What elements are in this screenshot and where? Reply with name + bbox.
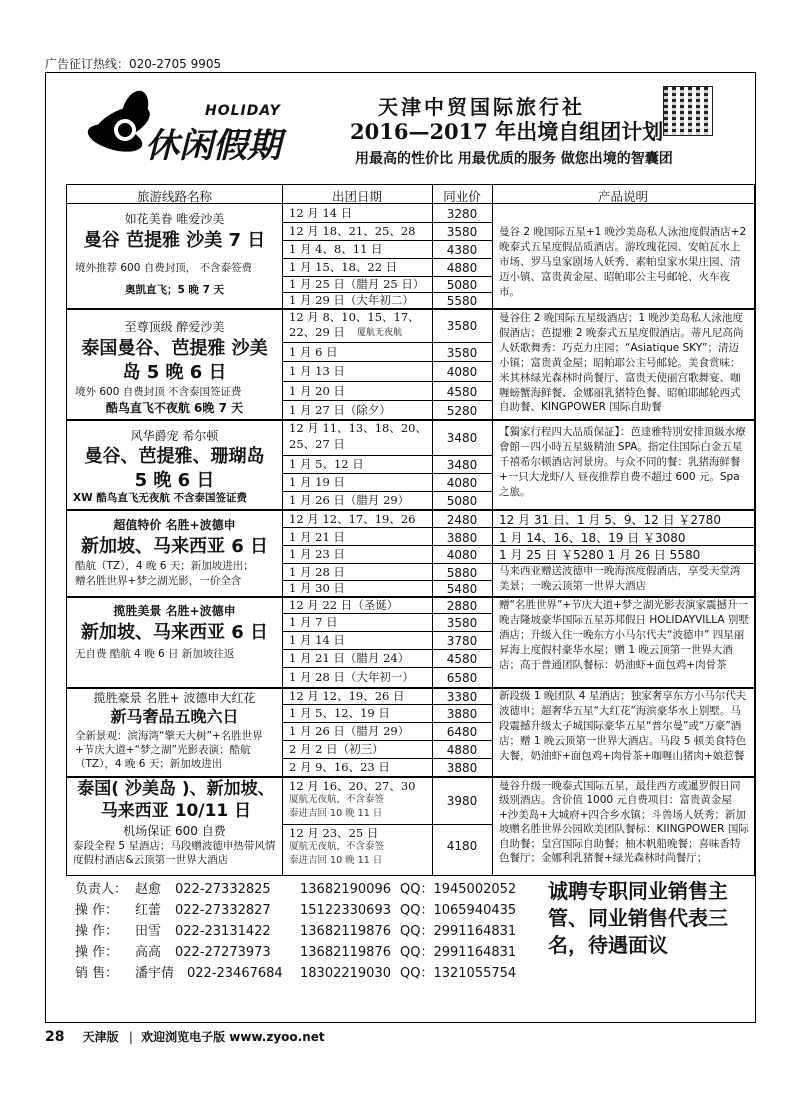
table-price: 3980 <box>446 794 478 808</box>
table-price: 5880 <box>446 566 478 580</box>
group2-subtitle: 至尊顶级 醉爱沙美 <box>124 320 225 334</box>
group5-note: 无自费 酷航 4 晚 6 日 新加坡往返 <box>75 648 235 660</box>
table-price: 6480 <box>446 725 478 739</box>
table-price: 3380 <box>446 690 478 704</box>
table-row: 1 月 30 日 <box>289 581 345 595</box>
group2-flight: 酷鸟直飞不夜航 6晚 7 天 <box>105 401 244 415</box>
table-row: 1 月 14 日 <box>289 633 345 647</box>
group1-description: 曼谷 2 晚国际五星+1 晚沙美岛私人泳池度假酒店+2 晚泰式五星度假品质酒店。游玫瑰花园、安帕瓦水上市场、罗马皇家剧场人妖秀、素帕皇家水果庄园、清迈小镇、富贵黄金屋、昭帕耶公主号邮轮、火车夜市。 <box>499 226 747 298</box>
group6-title: 新马奢品五晚六日 <box>110 707 239 726</box>
group1-title: 曼谷 芭提雅 沙美 7 日 <box>83 230 266 251</box>
plan-title: 2016—2017 年出境自组团计划 <box>350 119 664 144</box>
table-row: 1 月 15、18、22 日 <box>289 260 398 274</box>
table-row: 25、27 日 <box>289 437 345 451</box>
group7-title: 泰国( 沙美岛 )、新加坡、马来西亚 10/11 日 <box>77 779 275 822</box>
table-price: 4380 <box>446 243 478 257</box>
group4-note: 酷航（TZ），4 晚 6 天；新加坡进出； <box>75 560 254 572</box>
group4-extra-price: 1 月 14、16、18、19 日 ￥3080 <box>499 531 686 545</box>
page-number: 28 <box>45 1029 65 1045</box>
table-price: 3880 <box>446 761 478 775</box>
table-price: 3880 <box>446 531 478 545</box>
table-row: 1 月 28 日（大年初一） <box>289 670 414 684</box>
group6-description: 新段级 1 晚团队 4 星酒店；独家奢享东方小马尔代夫波德申；超奢华五星“大红花”海滨豪华水上别墅。马段震撼升级太子城国际豪华五星“普尔曼”或“万豪”酒店；赠 1 晚云顶第一世界大酒店。马段 5 顿美食特色大餐，奶油虾+面包鸡+肉骨茶+咖喱山猪肉+娘惹餐 <box>499 690 747 762</box>
brand-english: HOLIDAY <box>205 103 281 119</box>
table-row-detail: 厦航无夜航，不含泰签 <box>289 841 385 852</box>
table-row: 1 月 26 日（腊月 29） <box>289 724 410 738</box>
col-header-route: 旅游线路名称 <box>136 189 212 204</box>
table-price: 3880 <box>446 707 478 721</box>
table-price: 4180 <box>446 839 478 853</box>
group2-note: 境外 600 自费封顶 不含泰国签证费 <box>75 386 242 398</box>
group7-block <box>66 776 755 876</box>
tour-table <box>66 184 755 778</box>
table-price: 4080 <box>446 365 478 379</box>
table-price: 3780 <box>446 634 478 648</box>
page-footer: 28 天津版 | 欢迎浏览电子版 www.zyoo.net <box>45 1029 325 1045</box>
table-row: 12 月 23、25 日 <box>289 826 379 840</box>
table-row: 12 月 12、19、26 日 <box>289 689 405 703</box>
table-price: 2480 <box>446 513 478 527</box>
table-price: 2880 <box>446 599 478 613</box>
table-row: 12 月 11、13、18、20、 <box>289 421 427 435</box>
table-row: 1 月 19 日 <box>289 475 345 489</box>
list-item: 操 作： 红蕾 022-27332827 15122330693 QQ：1065940435 <box>75 903 517 918</box>
table-row: 12 月 12、17、19、26 <box>289 512 416 526</box>
recruitment-notice: 诚聘专职同业销售主管、同业销售代表三名，待遇面议 <box>548 879 728 957</box>
table-price: 6580 <box>446 671 478 685</box>
group7-description: 曼谷升级一晚泰式国际五星，最佳西方或暹罗假日同级别酒店。含价值 1000 元自费项目：富贵黄金屋+沙美岛+大城府+四合乡水镇；斗兽场人妖秀；新加坡赠名胜世界公园欧美团队餐标：KIINGPOWER 国际自助餐；皇宫国际自助餐；柚木帆船晚餐；喜味香特色餐厅；金娜利乳猪餐+绿光森林时尚餐厅； <box>499 780 749 865</box>
group4-description: 马来西亚赠送波德申一晚海滨度假酒店，享受天堂湾美景；一晚云顶第一世界大酒店 <box>499 565 741 592</box>
table-price: 5080 <box>446 278 478 292</box>
table-row: 1 月 13 日 <box>289 364 345 378</box>
col-header-date: 出团日期 <box>331 189 382 204</box>
col-header-desc: 产品说明 <box>597 189 648 204</box>
table-row: 1 月 27 日（除夕） <box>289 403 391 417</box>
table-row: 1 月 7 日 <box>289 615 338 629</box>
list-item: 销 售： 潘宇倩 022-23467684 18302219030 QQ：1321055754 <box>75 966 517 981</box>
qr-code-icon[interactable] <box>663 86 713 136</box>
table-price: 3580 <box>446 346 478 360</box>
table-flag: 厦航无夜航 <box>357 328 403 338</box>
group4-subtitle: 超值特价 名胜+波德申 <box>113 518 236 532</box>
table-row: 12 月 14 日 <box>289 206 353 220</box>
table-price: 5480 <box>446 582 478 596</box>
group5-title: 新加坡、马来西亚 6 日 <box>80 622 269 643</box>
brand-chinese: 休闲假期 <box>145 126 281 166</box>
group3-title: 曼谷、芭提雅、珊瑚岛 5 晚 6 日 <box>84 446 265 492</box>
table-price: 5580 <box>446 294 478 308</box>
table-row: 1 月 21 日 <box>289 530 345 544</box>
table-price: 3480 <box>446 431 478 445</box>
group5-description: 赠“名胜世界”+节庆大道+梦之湖光影表演家震撼升一晚吉隆坡豪华国际五星苏邦假日 HOLIDAYVILLA 别墅酒店；升级入住一晚东方小马尔代夫“波德申” 四星丽昇海上度假村豪华水屋；赠 1 晚云顶第一世界大酒店；高于普通团队餐标：奶油虾+面包鸡+肉骨茶 <box>499 599 749 671</box>
group4-note: 赠名胜世界+梦之湖光影，一价全含 <box>75 575 242 587</box>
group1-note: 境外推荐 600 自费封顶， 不含泰签费 <box>75 262 253 274</box>
table-row: 1 月 29 日（大年初二） <box>289 293 414 307</box>
table-price: 3580 <box>446 616 478 630</box>
table-price: 4080 <box>446 476 478 490</box>
group3-description: 【獨家行程四大品质保証】：芭達雅特別安排頂級水療會館－四小時五星級精油 SPA。指定住国际白金五星千禧希尔顿酒店河景房。与众不同的餐：乳猪海鲜餐+一只大龙虾/人 昼夜推荐自费不超过 600 元。Spa 之旅。 <box>499 426 746 498</box>
table-row: 1 月 28 日 <box>289 565 345 579</box>
group1-flight: 奥凯直飞；5 晚 7 天 <box>124 284 225 296</box>
list-item: 操 作： 田雪 022-23131422 13682119876 QQ：2991164831 <box>75 924 517 939</box>
table-price: 3580 <box>446 319 478 333</box>
table-row-detail: 泰进吉回 10 晚 11 日 <box>289 808 383 819</box>
table-price: 5280 <box>446 404 478 418</box>
group5-subtitle: 揽胜美景 名胜+波德申 <box>113 604 236 618</box>
table-price: 5080 <box>446 494 478 508</box>
ad-hotline: 广告征订热线：020-2705 9905 <box>45 57 222 71</box>
table-row: 1 月 26 日（腊月 29） <box>289 493 410 507</box>
table-row: 1 月 20 日 <box>289 384 345 398</box>
table-row: 12 月 16、20、27、30 <box>289 779 416 793</box>
table-row: 1 月 4、8、11 日 <box>289 242 383 256</box>
table-row: 2 月 2 日（初三） <box>289 742 384 756</box>
edition-label: 天津版 <box>82 1030 119 1044</box>
table-price: 3580 <box>446 225 478 239</box>
table-row-detail: 泰进吉回 10 晚 11 日 <box>289 855 383 866</box>
table-row: 1 月 25 日（腊月 25 日） <box>289 277 425 291</box>
slogan: 用最高的性价比 用最优质的服务 做您出境的智囊团 <box>355 151 673 167</box>
table-price: 4880 <box>446 261 478 275</box>
group3-subtitle: 风华爵宠 希尔顿 <box>130 429 219 443</box>
table-price: 4580 <box>446 385 478 399</box>
agency-name: 天津中贸国际旅行社 <box>378 95 585 119</box>
table-row: 12 月 22 日（圣诞） <box>289 598 399 612</box>
col-header-price: 同业价 <box>443 189 481 204</box>
table-row: 2 月 9、16、23 日 <box>289 760 390 774</box>
list-item: 负责人： 赵愈 022-27332825 13682190096 QQ：1945002052 <box>75 882 517 897</box>
table-price: 4880 <box>446 743 478 757</box>
footer-link[interactable]: 欢迎浏览电子版 www.zyoo.net <box>141 1030 325 1044</box>
group2-description: 曼谷住 2 晚国际五星级酒店；1 晚沙美岛私人泳池度假酒店；芭提雅 2 晚泰式五星度假酒店。蒂凡尼高尚人妖歌舞秀：巧克力庄园；“Asiatique SKY”；清迈小镇；富贵黄金屋；昭帕耶公主号邮轮。美食赏味：米其林绿光森林时尚餐厅、富贵天使丽宫歌舞宴、咖喱螃蟹海鲜餐、金娜丽乳猪特色餐、昭帕耶邮轮西式自助餐、KINGPOWER 国际自助餐 <box>499 312 744 414</box>
table-row: 1 月 5、12 日 <box>289 457 364 471</box>
group4-title: 新加坡、马来西亚 6 日 <box>80 536 269 557</box>
table-price: 4080 <box>446 548 478 562</box>
group7-note: 泰段全程 5 星酒店；马段赠波德申热带风情度假村酒店&云顶第一世界大酒店 <box>73 840 276 867</box>
table-row: 1 月 6 日 <box>289 345 338 359</box>
list-item: 操 作： 高高 022-27273973 13682119876 QQ：2991164831 <box>75 945 517 960</box>
group6-subtitle: 揽胜豪景 名胜+ 波德申大红花 <box>93 691 256 705</box>
table-row-detail: 厦航无夜航，不含泰签 <box>289 794 385 805</box>
table-price: 3480 <box>446 458 478 472</box>
group4-extra-price: 1 月 25 日 ￥5280 1 月 26 日 5580 <box>499 548 701 562</box>
table-row: 22、29 日 <box>289 325 345 339</box>
table-row: 1 月 21 日（腊月 24） <box>289 651 410 665</box>
table-price: 3280 <box>446 207 478 221</box>
group1-subtitle: 如花美眷 唯爱沙美 <box>124 212 225 226</box>
table-row: 1 月 23 日 <box>289 547 345 561</box>
group3-note: XW 酷鸟直飞无夜航 不含泰国签证费 <box>73 492 247 504</box>
group2-title: 泰国曼谷、芭提雅 沙美岛 5 晚 6 日 <box>81 338 268 384</box>
table-row: 1 月 5、12、19 日 <box>289 706 390 720</box>
table-row: 12 月 8、10、15、17、 <box>289 310 420 324</box>
group7-subtitle: 机场保证 600 自费 <box>123 824 226 838</box>
table-price: 4580 <box>446 652 478 666</box>
group6-note: 全新景观：滨海湾“擎天大树”+名胜世界+节庆大道+“梦之湖”光影表演；酷航（TZ），4 晚 6 天；新加坡进出 <box>75 730 263 771</box>
table-row: 12 月 18、21、25、28 <box>289 224 416 238</box>
group4-extra-price: 12 月 31 日、1 月 5、9、12 日 ￥2780 <box>499 513 721 527</box>
